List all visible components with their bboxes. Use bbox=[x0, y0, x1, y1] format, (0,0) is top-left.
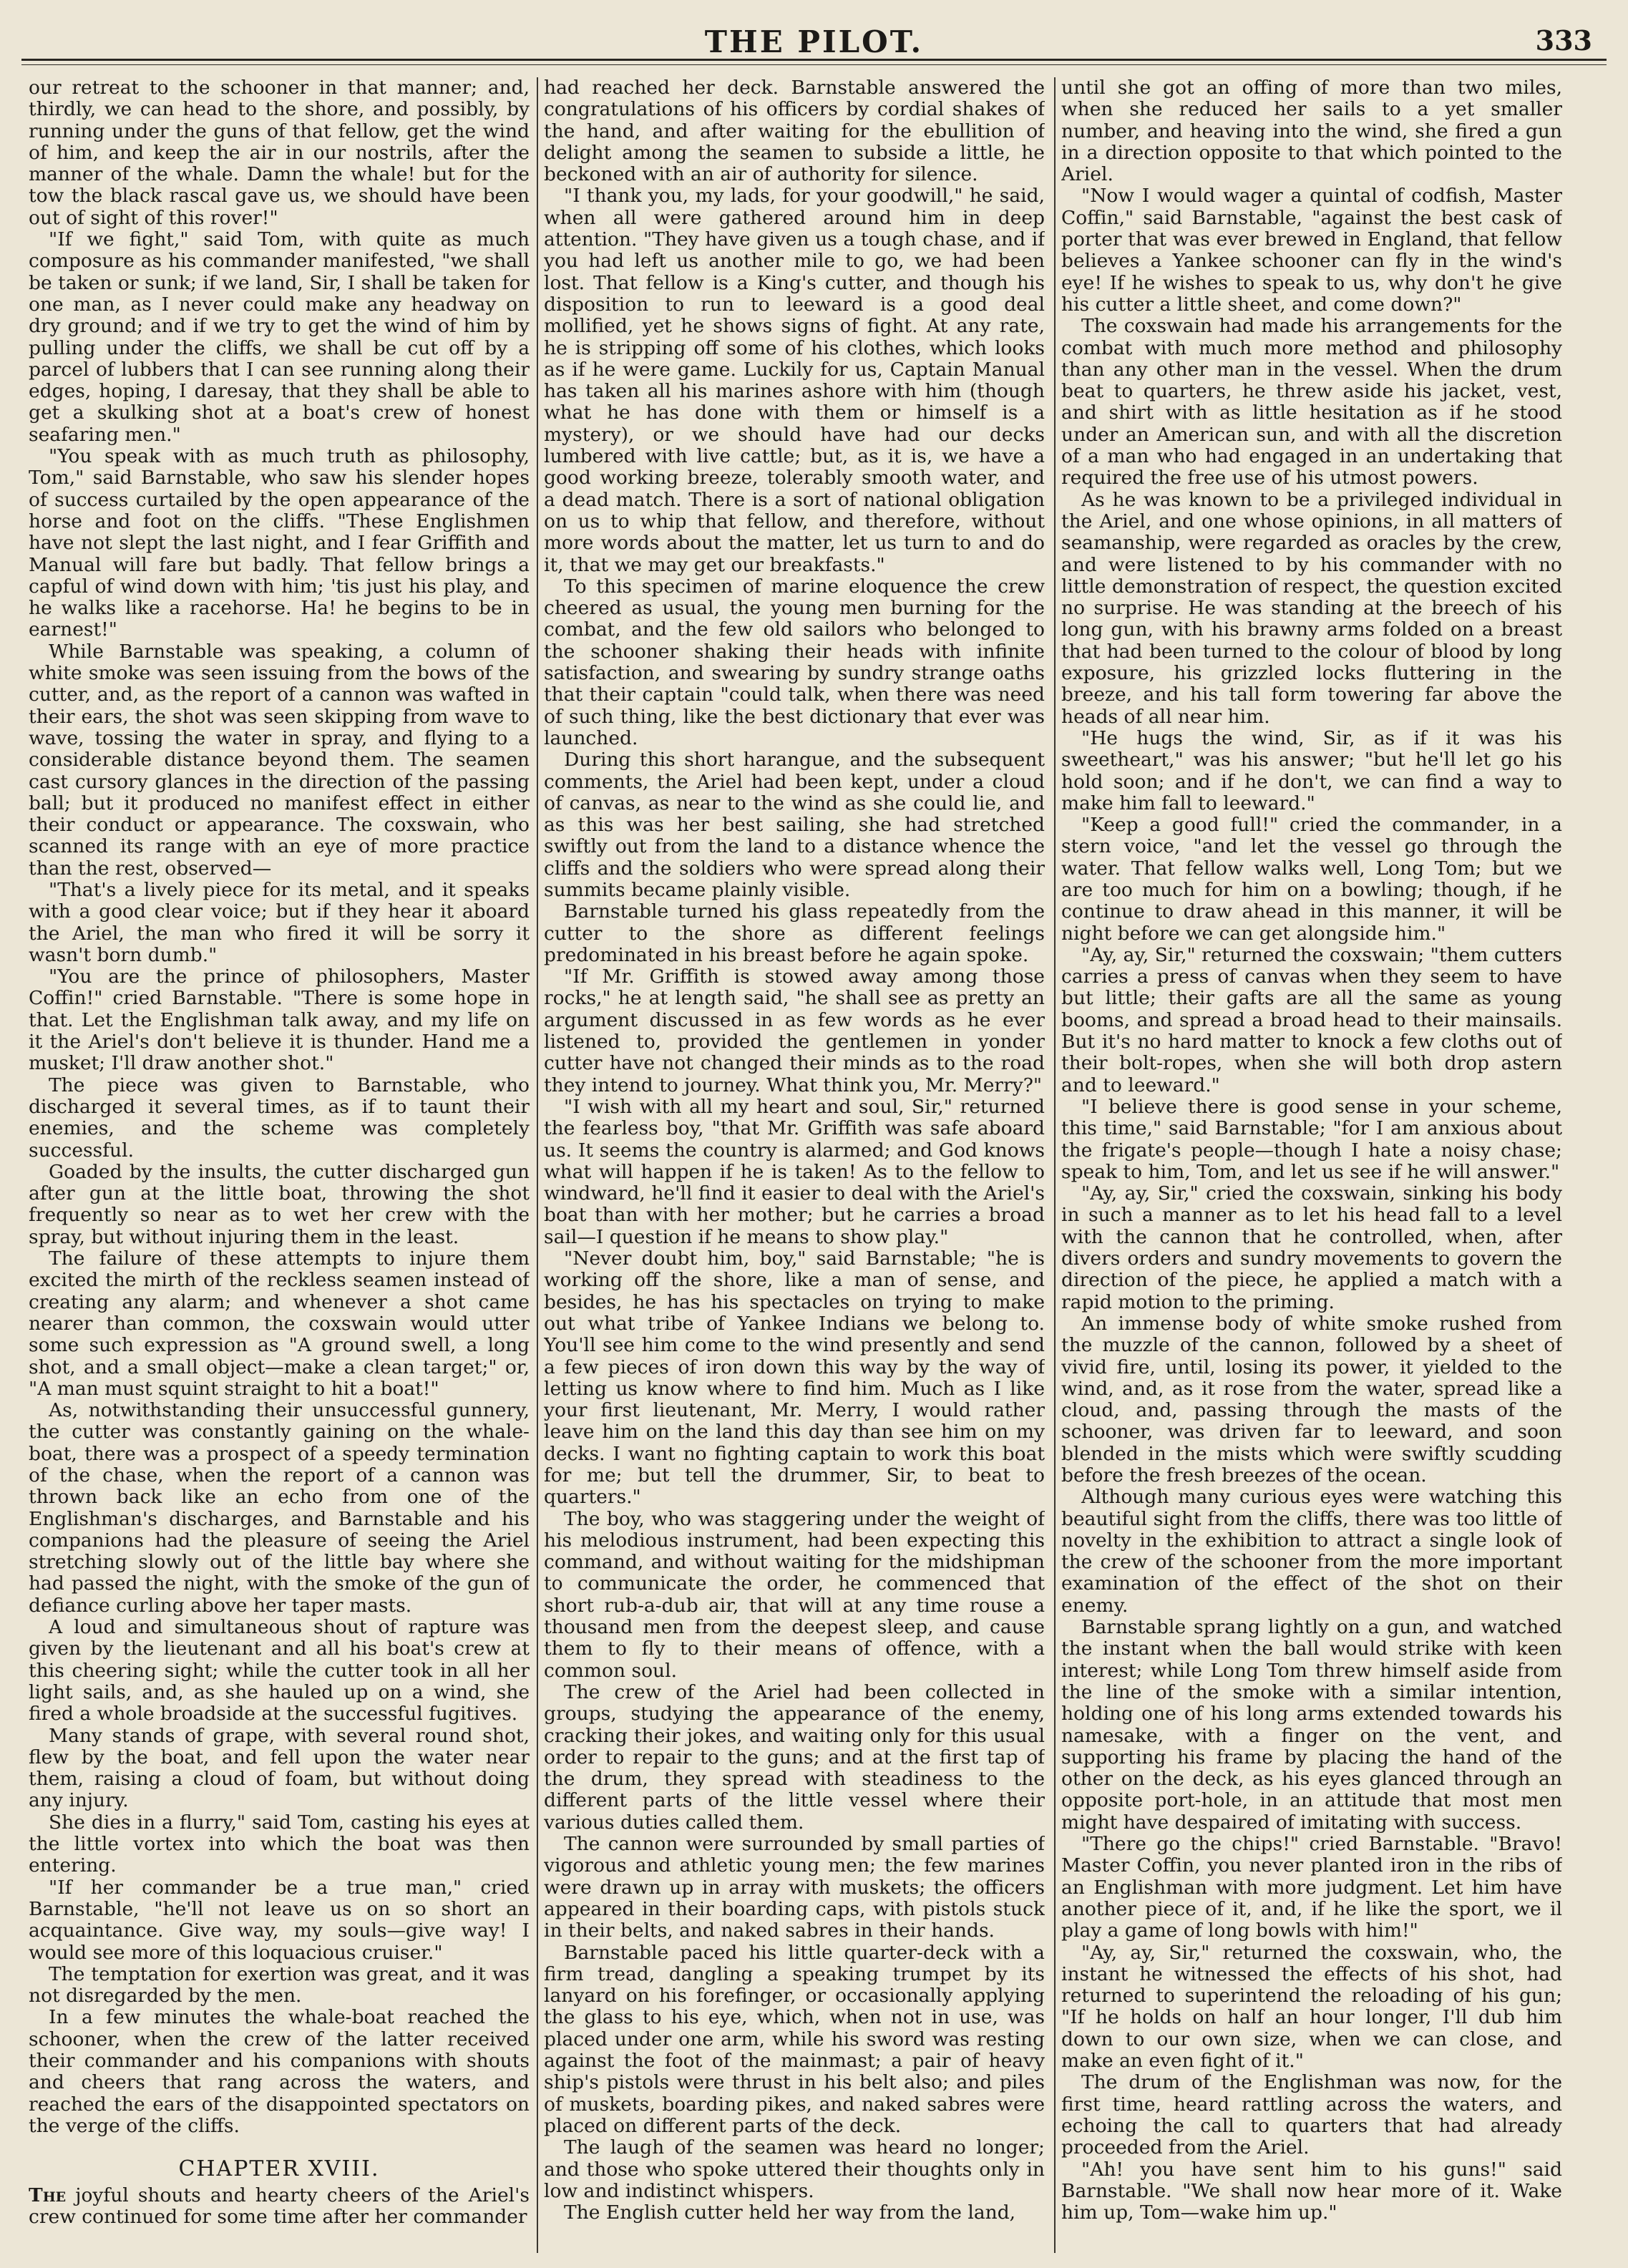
chapter-heading: CHAPTER XVIII. bbox=[178, 2156, 380, 2182]
paragraph: While Barnstable was speaking, a column of white smoke was seen issuing from the bows of the cutter, and, as the report of a cannon was wafted in their ears, the shot was seen skipping from wave to wave, tossing the water in spray, and flying to a considerable distance beyond them. The seamen cast cursory glances in the direction of the passing ball; but it produced no manifest effect in either their conduct or appearance. The coxswain, who scanned its range with an eye of more practice than the rest, observed— bbox=[29, 640, 530, 880]
paragraph: "Ay, ay, Sir," returned the coxswain; "them cutters carries a press of canvas when they seem to have but little; their gafts are all the same as young booms, and spread a broad head to their mainsails. But it's no hard matter to knock a few cloths out of their bolt-ropes, when she will both drop astern and to leeward." bbox=[1061, 943, 1562, 1096]
column-divider-2 bbox=[1054, 77, 1056, 2253]
paragraph: Barnstable sprang lightly on a gun, and watched the instant when the ball would strike with keen interest; while Long Tom threw himself aside from the line of the smoke with a similar intention, holding one of his long arms extended towards his namesake, with a finger on the vent, and supporting his frame by placing the hand of the other on the deck, as his eyes glanced through an opposite port-hole, in an attitude that most men might have despaired of imitating with success. bbox=[1061, 1616, 1562, 1834]
chapter-first-word: The bbox=[29, 2184, 67, 2206]
paragraph: "You are the prince of philosophers, Master Coffin!" cried Barnstable. "There is some hope in that. Let the Englishman talk away, and my life on it the Ariel's don't believe it is thunder. Hand me a musket; I'll draw another shot." bbox=[29, 965, 530, 1075]
paragraph: "You speak with as much truth as philosophy, Tom," said Barnstable, who saw his slender hopes of success curtailed by the open appearance of the horse and foot on the cliffs. "These Englishmen have not slept the last night, and I fear Griffith and Manual will fare but badly. That fellow brings a capful of wind down with him; 'tis just his play, and he walks like a racehorse. Ha! he begins to be in earnest!" bbox=[29, 445, 530, 641]
paragraph: Barnstable turned his glass repeatedly from the cutter to the shore as different feelings predominated in his breast before he again spoke. bbox=[544, 900, 1045, 966]
column-2-text bbox=[544, 77, 1045, 2224]
paragraph: "If Mr. Griffith is stowed away among those rocks," he at length said, "he shall see as pretty an argument discussed in as few words as he ever listened to, provided the gentlemen in yonder cutter have not changed their minds as to the road they intend to journey. What think you, Mr. Merry?" bbox=[544, 965, 1045, 1096]
paragraph: "Ay, ay, Sir," cried the coxswain, sinking his body in such a manner as to let his head fall to a level with the cannon that he controlled, when, after divers orders and sundry movements to govern the direction of the piece, he applied a match with a rapid motion to the priming. bbox=[1061, 1182, 1562, 1313]
page-header bbox=[21, 19, 1607, 69]
paragraph: "There go the chips!" cried Barnstable. "Bravo! Master Coffin, you never planted iron in the ribs of an Englishman with more judgment. Let him have another piece of it, and, if he like the sport, we il play a game of long bowls with him!" bbox=[1061, 1833, 1562, 1942]
paragraph: "Ah! you have sent him to his guns!" said Barnstable. "We shall now hear more of it. Wake him up, Tom—wake him up." bbox=[1061, 2158, 1562, 2224]
column-1-text bbox=[29, 77, 530, 2137]
paragraph: Goaded by the insults, the cutter discharged gun after gun at the little boat, throwing the shot frequently so near as to wet her crew with the spray, but without injuring them in the least. bbox=[29, 1160, 530, 1248]
paragraph: The coxswain had made his arrangements for the combat with much more method and philosophy than any other man in the vessel. When the drum beat to quarters, he threw aside his jacket, vest, and shirt with as little hesitation as if he stood under an American sun, and with all the discretion of a man who had engaged in an undertaking that required the free use of his utmost powers. bbox=[1061, 315, 1562, 490]
running-title: THE PILOT. bbox=[704, 24, 924, 59]
paragraph: until she got an offing of more than two miles, when she reduced her sails to a yet smaller number, and heaving into the wind, she fired a gun in a direction opposite to that which pointed to the Ariel. bbox=[1061, 77, 1562, 186]
paragraph: In a few minutes the whale-boat reached the schooner, when the crew of the latter received their commander and his companions with shouts and cheers that rang across the waters, and reached the ears of the disappointed spectators on the verge of the cliffs. bbox=[29, 2006, 530, 2137]
paragraph: She dies in a flurry," said Tom, casting his eyes at the little vortex into which the boat was then entering. bbox=[29, 1811, 530, 1877]
paragraph: The English cutter held her way from the land, bbox=[564, 2201, 1016, 2224]
column-divider-1 bbox=[537, 77, 538, 2253]
paragraph: The laugh of the seamen was heard no longer; and those who spoke uttered their thoughts only in low and indistinct whispers. bbox=[544, 2136, 1045, 2202]
newspaper-page bbox=[21, 0, 1607, 2268]
paragraph: "If we fight," said Tom, with quite as much composure as his commander manifested, "we shall be taken or sunk; if we land, Sir, I shall be taken for one man, as I never could make any headway on dry ground; and if we try to get the wind of him by pulling under the cliffs, we shall be cut off by a parcel of lubbers that I can see running along their edges, hoping, I daresay, that they shall be able to get a skulking shot at a boat's crew of honest seafaring men." bbox=[29, 228, 530, 446]
header-rule-thick bbox=[21, 59, 1607, 61]
paragraph: Barnstable paced his little quarter-deck with a firm tread, dangling a speaking trumpet by its lanyard on his forefinger, or occasionally applying the glass to his eye, which, when not in use, was placed under one arm, while his sword was resting against the foot of the mainmast; a pair of heavy ship's pistols were thrust in his belt also; and piles of muskets, boarding pikes, and naked sabres were placed on different parts of the deck. bbox=[544, 1941, 1045, 2137]
paragraph: A loud and simultaneous shout of rapture was given by the lieutenant and all his boat's crew at this cheering sight; while the cutter took in all her light sails, and, as she hauled up on a wind, she fired a whole broadside at the successful fugitives. bbox=[29, 1616, 530, 1726]
paragraph: The drum of the Englishman was now, for the first time, heard rattling across the waters, and echoing the call to quarters that had already proceeded from the Ariel. bbox=[1061, 2071, 1562, 2159]
paragraph: The temptation for exertion was great, and it was not disregarded by the men. bbox=[29, 1962, 530, 2007]
paragraph: The failure of these attempts to injure them excited the mirth of the reckless seamen instead of creating any alarm; and whenever a shot came nearer than common, the coxswain would utter some such expression as "A ground swell, a long shot, and a small object—make a clean target;" or, "A man must squint straight to hit a boat!" bbox=[29, 1247, 530, 1400]
column-2 bbox=[544, 77, 1045, 2253]
paragraph: To this specimen of marine eloquence the crew cheered as usual, the young men burning for the combat, and the few old sailors who belonged to the schooner shaking their heads with infinite satisfaction, and swearing by sundry strange oaths that their captain "could talk, when there was need of such thing, like the best dictionary that ever was launched. bbox=[544, 575, 1045, 749]
column-3 bbox=[1061, 77, 1562, 2253]
chapter-opening-text: joyful shouts and hearty cheers of the Ariel's crew continued for some time after her commander bbox=[29, 2184, 530, 2228]
paragraph: our retreat to the schooner in that manner; and, thirdly, we can head to the shore, and possibly, by running under the guns of that fellow, get the wind of him, and keep the air in our nostrils, after the manner of the whale. Damn the whale! but for the tow the black rascal gave us, we should have been out of sight of this rover!" bbox=[29, 77, 530, 229]
paragraph: Many stands of grape, with several round shot, flew by the boat, and fell upon the water near them, raising a cloud of foam, but without doing any injury. bbox=[29, 1724, 530, 1812]
header-rule-thin bbox=[21, 64, 1607, 65]
paragraph: "I believe there is good sense in your scheme, this time," said Barnstable; "for I am anxious about the frigate's people—though I hate a noisy chase; speak to him, Tom, and let us see if he will answer." bbox=[1061, 1095, 1562, 1183]
paragraph: "He hugs the wind, Sir, as if it was his sweetheart," was his answer; "but he'll let go his hold soon; and if he don't, we can find a way to make him fall to leeward." bbox=[1061, 726, 1562, 814]
page-number: 333 bbox=[1535, 24, 1592, 57]
paragraph: had reached her deck. Barnstable answered the congratulations of his officers by cordial shakes of the hand, and after waiting for the ebullition of delight among the seamen to subside a little, he beckoned with an air of authority for silence. bbox=[544, 77, 1045, 186]
paragraph: "That's a lively piece for its metal, and it speaks with a good clear voice; but if they hear it aboard the Ariel, the man who fired it will be sorry it wasn't born dumb." bbox=[29, 878, 530, 966]
paragraph: "I wish with all my heart and soul, Sir," returned the fearless boy, "that Mr. Griffith was safe aboard us. It seems the country is alarmed; and God knows what will happen if he is taken! As to the fellow to windward, he'll find it easier to deal with the Ariel's boat than with her mother; but he carries a broad sail—I question if he means to show play." bbox=[544, 1095, 1045, 1248]
column-1 bbox=[29, 77, 530, 2253]
paragraph: The crew of the Ariel had been collected in groups, studying the appearance of the enemy, cracking their jokes, and waiting only for this usual order to repair to the guns; and at the first tap of the drum, they spread with steadiness to the different parts of the little vessel where their various duties called them. bbox=[544, 1680, 1045, 1834]
paragraph: "Keep a good full!" cried the commander, in a stern voice, "and let the vessel go through the water. That fellow walks well, Long Tom; but we are too much for him on a bowling; though, if he continue to draw ahead in this manner, it will be night before we can get alongside him." bbox=[1061, 814, 1562, 945]
paragraph: The piece was given to Barnstable, who discharged it several times, as if to taunt their enemies, and the scheme was completely successful. bbox=[29, 1074, 530, 1162]
paragraph: As, notwithstanding their unsuccessful gunnery, the cutter was constantly gaining on the whale-boat, there was a prospect of a speedy termination of the chase, when the report of a cannon was thrown back like an echo from one of the Englishman's discharges, and Barnstable and his companions had the pleasure of seeing the Ariel stretching slowly out of the little bay where she had passed the night, with the smoke of the gun of defiance curling above her taper masts. bbox=[29, 1399, 530, 1617]
paragraph: As he was known to be a privileged individual in the Ariel, and one whose opinions, in all matters of seamanship, were regarded as oracles by the crew, and were listened to by his commander with no little demonstration of respect, the question excited no surprise. He was standing at the breech of his long gun, with his brawny arms folded on a breast that had been turned to the colour of blood by long exposure, his grizzled locks fluttering in the breeze, and his tall form towering far above the heads of all near him. bbox=[1061, 488, 1562, 728]
paragraph: During this short harangue, and the subsequent comments, the Ariel had been kept, under a cloud of canvas, as near to the wind as she could lie, and as this was her best sailing, she had stretched swiftly out from the land to a distance whence the cliffs and the soldiers who were spread along their summits became plainly visible. bbox=[544, 749, 1045, 901]
paragraph: "Now I would wager a quintal of codfish, Master Coffin," said Barnstable, "against the best cask of porter that was ever brewed in England, that fellow believes a Yankee schooner can fly in the wind's eye! If he wishes to speak to us, why don't he give his cutter a little sheet, and come down?" bbox=[1061, 185, 1562, 316]
paragraph: "I thank you, my lads, for your goodwill," he said, when all were gathered around him in deep attention. "They have given us a tough chase, and if you had left us another mile to go, we had been lost. That fellow is a King's cutter, and though his disposition to run to leeward is a good deal mollified, yet he shows signs of fight. At any rate, he is stripping off some of his clothes, which looks as if he were game. Luckily for us, Captain Manual has taken all his marines ashore with him (though what he has done with them or himself is a mystery), or we should have had our decks lumbered with live cattle; but, as it is, we have a good working breeze, tolerably smooth water, and a dead match. There is a sort of national obligation on us to whip that fellow, and therefore, without more words about the matter, let us turn to and do it, that we may get our breakfasts." bbox=[544, 185, 1045, 576]
column-3-text bbox=[1061, 77, 1562, 2224]
paragraph: The cannon were surrounded by small parties of vigorous and athletic young men; the few marines were drawn up in array with muskets; the officers appeared in their boarding caps, with pistols stuck in their belts, and naked sabres in their hands. bbox=[544, 1833, 1045, 1942]
chapter-opening-paragraph bbox=[29, 2185, 530, 2229]
paragraph: Although many curious eyes were watching this beautiful sight from the cliffs, there was too little of novelty in the exhibition to attract a single look of the crew of the schooner from the more important examination of the effect of the shot on their enemy. bbox=[1061, 1486, 1562, 1617]
paragraph: The boy, who was staggering under the weight of his melodious instrument, had been expecting this command, and without waiting for the midshipman to communicate the order, he commenced that short rub-a-dub air, that will at any time rouse a thousand men from the deepest sleep, and cause them to fly to their means of offence, with a common soul. bbox=[544, 1507, 1045, 1682]
paragraph: "If her commander be a true man," cried Barnstable, "he'll not leave us on so short an acquaintance. Give way, my souls—give way! I would see more of this loquacious cruiser." bbox=[29, 1876, 530, 1964]
paragraph: "Never doubt him, boy," said Barnstable; "he is working off the shore, like a man of sense, and besides, he has his spectacles on trying to make out what tribe of Yankee Indians we belong to. You'll see him come to the wind presently and send a few pieces of iron down this way by the way of letting us know where to find him. Much as I like your first lieutenant, Mr. Merry, I would rather leave him on the land this day than see him on my decks. I want no fighting captain to work this boat for me; but tell the drummer, Sir, to beat to quarters." bbox=[544, 1247, 1045, 1509]
paragraph: "Ay, ay, Sir," returned the coxswain, who, the instant he witnessed the effects of his shot, had returned to superintend the reloading of his gun; "If he holds on half an hour longer, I'll dub him down to our own size, when we can close, and make an even fight of it." bbox=[1061, 1941, 1562, 2073]
paragraph: An immense body of white smoke rushed from the muzzle of the cannon, followed by a sheet of vivid fire, until, losing its power, it yielded to the wind, and, as it rose from the water, spread like a cloud, and, passing through the masts of the schooner, was driven far to leeward, and soon blended in the mists which were swiftly scudding before the fresh breezes of the ocean. bbox=[1061, 1312, 1562, 1486]
